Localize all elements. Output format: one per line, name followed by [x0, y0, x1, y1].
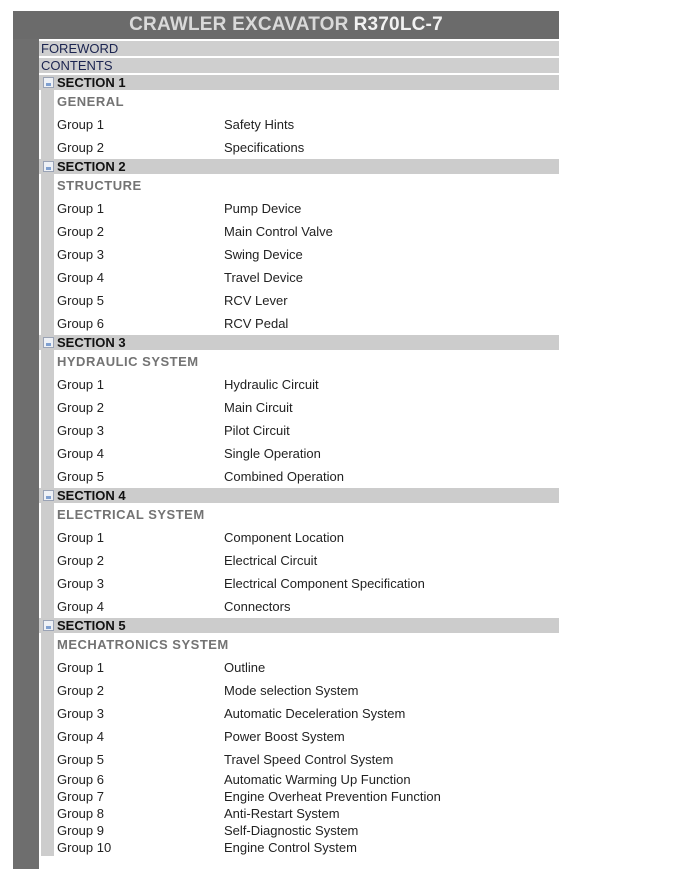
section-header[interactable] — [39, 159, 559, 174]
manual-title-bar — [13, 11, 559, 39]
left-rail — [13, 39, 39, 869]
broken-image-icon — [43, 77, 54, 88]
section-title: GENERAL — [57, 94, 125, 109]
group-topic-link[interactable]: Combined Operation — [224, 469, 344, 484]
group-topic-link[interactable]: Main Control Valve — [224, 224, 333, 239]
group-topic-link[interactable]: Outline — [224, 660, 266, 675]
group-number: Group 3 — [57, 423, 104, 438]
section-body — [39, 174, 559, 335]
group-row — [57, 243, 559, 266]
group-topic-link[interactable]: Travel Speed Control System — [224, 752, 394, 767]
group-row — [57, 136, 559, 159]
toc-section — [39, 75, 559, 159]
group-topic-link[interactable]: Connectors — [224, 599, 291, 614]
group-row — [57, 419, 559, 442]
group-row — [57, 771, 559, 788]
toc-section — [39, 618, 559, 856]
group-topic-link[interactable]: Safety Hints — [224, 117, 295, 132]
group-row — [57, 725, 559, 748]
group-row — [57, 572, 559, 595]
section-body — [39, 503, 559, 618]
group-number: Group 4 — [57, 446, 104, 461]
group-topic-link[interactable]: Mode selection System — [224, 683, 359, 698]
section-label: SECTION 5 — [57, 618, 126, 633]
broken-image-icon — [43, 490, 54, 501]
group-row — [57, 442, 559, 465]
section-body — [39, 350, 559, 488]
group-topic-link[interactable]: Swing Device — [224, 247, 303, 262]
group-number: Group 3 — [57, 576, 104, 591]
group-number: Group 4 — [57, 270, 104, 285]
toc-section — [39, 488, 559, 618]
group-number: Group 1 — [57, 377, 104, 392]
group-number: Group 1 — [57, 660, 104, 675]
group-number: Group 2 — [57, 683, 104, 698]
section-header[interactable] — [39, 75, 559, 90]
section-body — [39, 633, 559, 856]
group-number: Group 5 — [57, 469, 104, 484]
group-row — [57, 702, 559, 725]
group-row — [57, 549, 559, 572]
group-topic-link[interactable]: Engine Overheat Prevention Function — [224, 789, 441, 804]
group-topic-link[interactable]: Power Boost System — [224, 729, 345, 744]
section-label: SECTION 1 — [57, 75, 126, 90]
group-number: Group 4 — [57, 729, 104, 744]
section-label: SECTION 2 — [57, 159, 126, 174]
group-number: Group 5 — [57, 752, 104, 767]
group-topic-link[interactable]: Main Circuit — [224, 400, 293, 415]
group-number: Group 6 — [57, 772, 104, 787]
group-topic-link[interactable]: Engine Control System — [224, 840, 357, 855]
section-header[interactable] — [39, 618, 559, 633]
group-row — [57, 373, 559, 396]
group-row — [57, 839, 559, 856]
foreword-link[interactable]: FOREWORD — [39, 41, 559, 56]
group-topic-link[interactable]: RCV Lever — [224, 293, 288, 308]
group-topic-link[interactable]: Anti-Restart System — [224, 806, 340, 821]
group-topic-link[interactable]: Hydraulic Circuit — [224, 377, 319, 392]
manual-title: CRAWLER EXCAVATOR — [129, 14, 349, 35]
group-topic-link[interactable]: Component Location — [224, 530, 344, 545]
section-list — [39, 75, 559, 856]
group-row — [57, 197, 559, 220]
group-row — [57, 748, 559, 771]
group-row — [57, 788, 559, 805]
group-number: Group 6 — [57, 316, 104, 331]
group-number: Group 7 — [57, 789, 104, 804]
group-topic-link[interactable]: Pump Device — [224, 201, 302, 216]
section-title: ELECTRICAL SYSTEM — [57, 507, 205, 522]
group-row — [57, 220, 559, 243]
section-body — [39, 90, 559, 159]
group-topic-link[interactable]: Self-Diagnostic System — [224, 823, 359, 838]
group-topic-link[interactable]: Automatic Deceleration System — [224, 706, 406, 721]
group-number: Group 3 — [57, 706, 104, 721]
broken-image-icon — [43, 337, 54, 348]
group-number: Group 1 — [57, 117, 104, 132]
group-number: Group 1 — [57, 201, 104, 216]
group-row — [57, 805, 559, 822]
group-topic-link[interactable]: Travel Device — [224, 270, 303, 285]
section-title: HYDRAULIC SYSTEM — [57, 354, 199, 369]
group-topic-link[interactable]: Electrical Component Specification — [224, 576, 425, 591]
group-topic-link[interactable]: Automatic Warming Up Function — [224, 772, 411, 787]
toc-section — [39, 159, 559, 335]
group-number: Group 1 — [57, 530, 104, 545]
contents-link[interactable]: CONTENTS — [39, 58, 559, 73]
group-row — [57, 822, 559, 839]
section-label: SECTION 4 — [57, 488, 126, 503]
group-row — [57, 526, 559, 549]
group-topic-link[interactable]: Pilot Circuit — [224, 423, 290, 438]
group-row — [57, 266, 559, 289]
group-topic-link[interactable]: Electrical Circuit — [224, 553, 318, 568]
group-row — [57, 312, 559, 335]
toc-content — [39, 41, 559, 856]
section-label: SECTION 3 — [57, 335, 126, 350]
broken-image-icon — [43, 161, 54, 172]
group-row — [57, 465, 559, 488]
section-title: MECHATRONICS SYSTEM — [57, 637, 229, 652]
group-number: Group 3 — [57, 247, 104, 262]
group-row — [57, 679, 559, 702]
group-number: Group 2 — [57, 400, 104, 415]
group-number: Group 2 — [57, 140, 104, 155]
toc-section — [39, 335, 559, 488]
group-topic-link[interactable]: RCV Pedal — [224, 316, 289, 331]
group-row — [57, 656, 559, 679]
group-number: Group 4 — [57, 599, 104, 614]
group-number: Group 10 — [57, 840, 112, 855]
group-row — [57, 289, 559, 312]
group-row — [57, 113, 559, 136]
group-number: Group 2 — [57, 224, 104, 239]
group-number: Group 5 — [57, 293, 104, 308]
group-number: Group 8 — [57, 806, 104, 821]
section-header[interactable] — [39, 488, 559, 503]
group-number: Group 9 — [57, 823, 104, 838]
group-topic-link[interactable]: Single Operation — [224, 446, 321, 461]
section-header[interactable] — [39, 335, 559, 350]
group-topic-link[interactable]: Specifications — [224, 140, 305, 155]
broken-image-icon — [43, 620, 54, 631]
group-row — [57, 396, 559, 419]
group-number: Group 2 — [57, 553, 104, 568]
model-name: R370LC-7 — [353, 14, 443, 35]
group-row — [57, 595, 559, 618]
section-title: STRUCTURE — [57, 178, 142, 193]
